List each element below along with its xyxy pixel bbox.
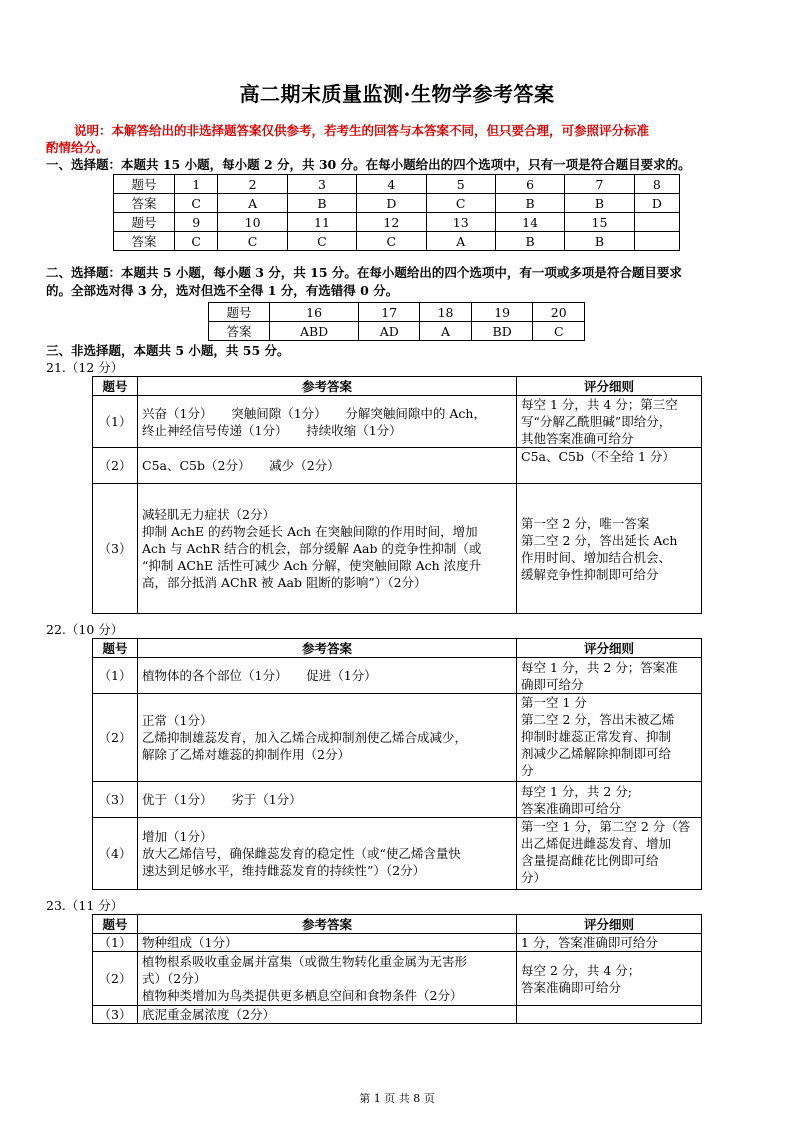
mc-cell: BD — [471, 322, 533, 341]
mc-cell: 18 — [420, 303, 472, 322]
answer-line: 底泥重金属浓度（2分） — [142, 1007, 275, 1022]
q23-heading: 23.（11 分） — [46, 898, 124, 913]
scoring-line: 第二空 2 分，答出延长 Ach — [521, 532, 678, 548]
row-label: 题号 — [114, 175, 175, 194]
mc-cell: 20 — [533, 303, 585, 322]
question-part-number: （3） — [93, 782, 138, 818]
scoring-line: 剂减少乙烯解除抑制即可给 — [521, 746, 672, 761]
mc-cell: 6 — [495, 175, 564, 194]
reference-answer — [138, 484, 517, 614]
col-header-scoring: 评分细则 — [517, 377, 702, 396]
scoring-line: 含量提高雌花比例即可给 — [521, 853, 659, 868]
scoring-rule — [517, 1006, 702, 1024]
scoring-line: 分） — [521, 870, 547, 885]
scoring-line: 第一空 1 分 — [521, 695, 587, 710]
question-part-number: （1） — [93, 396, 138, 448]
reference-answer — [138, 448, 517, 484]
scoring-line: C5a、C5b（不全给 1 分） — [521, 449, 675, 464]
answer-line: 终止神经信号传递（1分） 持续收缩（1分） — [142, 422, 402, 438]
mc-cell: B — [565, 232, 634, 251]
scoring-rule — [517, 396, 702, 448]
section2-heading-line-1: 二、选择题：本题共 5 小题，每小题 3 分，共 15 分。在每小题给出的四个选项中，有一项或多项是符合题目要求 — [46, 265, 682, 280]
mc-table-1 — [113, 174, 680, 251]
mc-cell: 19 — [471, 303, 533, 322]
mc-cell: 7 — [565, 175, 634, 194]
q22-table — [92, 638, 702, 890]
scoring-rule — [517, 952, 702, 1006]
answer-row — [93, 934, 702, 952]
answer-row — [93, 694, 702, 782]
col-header-no: 题号 — [93, 377, 138, 396]
mc-answer-row — [114, 232, 680, 251]
instruction-note — [46, 122, 746, 156]
page-footer: 第 1 页 共 8 页 — [359, 1092, 435, 1105]
mc-cell: D — [357, 194, 426, 213]
mc-cell: 10 — [218, 213, 287, 232]
scoring-line: 第一空 2 分，唯一答案 — [521, 515, 650, 531]
q21-heading: 21.（12 分） — [46, 360, 124, 375]
answer-row — [93, 782, 702, 818]
question-part-number: （1） — [93, 658, 138, 694]
mc-cell: B — [287, 194, 356, 213]
reference-answer — [138, 782, 517, 818]
scoring-line: 每空 1 分，共 4 分；第三空 — [521, 397, 678, 412]
answer-line: 正常（1分） — [142, 713, 213, 728]
answer-line: “抑制 AChE 活性可减少 Ach 分解，使突触间隙 Ach 浓度升 — [142, 558, 482, 573]
col-header-scoring: 评分细则 — [517, 915, 702, 934]
note-line-1: 说明：本解答给出的非选择题答案仅供参考，若考生的回答与本答案不同，但只要合理，可参照评分标准 — [74, 123, 650, 138]
scoring-line: 1 分，答案准确即可给分 — [521, 935, 658, 950]
q21-table — [92, 376, 702, 614]
mc-table-2 — [208, 302, 585, 341]
reference-answer — [138, 658, 517, 694]
mc-cell: 1 — [175, 175, 218, 194]
q23-table — [92, 914, 702, 1024]
reference-answer — [138, 396, 517, 448]
reference-answer — [138, 818, 517, 890]
scoring-rule — [517, 658, 702, 694]
row-label: 题号 — [209, 303, 270, 322]
mc-cell: A — [218, 194, 287, 213]
answer-line: 兴奋（1分） 突触间隙（1分） 分解突触间隙中的 Ach， — [142, 405, 486, 421]
answer-line: 放大乙烯信号，确保雌蕊发育的稳定性（或“使乙烯含量快 — [142, 846, 461, 861]
scoring-line: 第二空 2 分，答出未被乙烯 — [521, 712, 675, 727]
mc-cell: C — [175, 194, 218, 213]
mc-number-row — [114, 175, 680, 194]
answer-line: 解除了乙烯对雄蕊的抑制作用（2分） — [142, 747, 350, 762]
scoring-line: 每空 1 分，共 2 分; — [521, 783, 633, 799]
scoring-line: 每空 2 分，共 4 分； — [521, 962, 641, 978]
scoring-line: 出乙烯促进雌蕊发育、增加 — [521, 836, 672, 851]
mc-cell: 17 — [359, 303, 420, 322]
mc-cell: 11 — [287, 213, 356, 232]
row-label: 答案 — [209, 322, 270, 341]
scoring-line: 分 — [521, 763, 534, 778]
scoring-rule — [517, 934, 702, 952]
col-header-no: 题号 — [93, 639, 138, 658]
scoring-line: 第一空 1 分，第二空 2 分（答 — [521, 819, 691, 834]
col-header-answer: 参考答案 — [138, 915, 517, 934]
answer-row — [93, 396, 702, 448]
section3-heading: 三、非选择题，本题共 5 小题，共 55 分。 — [46, 343, 290, 358]
col-header-no: 题号 — [93, 915, 138, 934]
mc-cell: 3 — [287, 175, 356, 194]
page-title: 高二期末质量监测·生物学参考答案 — [239, 82, 555, 106]
mc-cell — [634, 213, 679, 232]
answer-line: Ach 与 AchR 结合的机会，部分缓解 Aab 的竞争性抑制（或 — [142, 541, 482, 556]
mc-cell: 13 — [426, 213, 495, 232]
answer-line: 优于（1分） 劣于（1分） — [142, 792, 302, 807]
answer-line: 高，部分抵消 AChR 被 Aab 阻断的影响”）（2分） — [142, 575, 427, 590]
mc-cell: D — [634, 194, 679, 213]
answer-line: 抑制 AchE 的药物会延长 Ach 在突触间隙的作用时间，增加 — [142, 524, 478, 539]
question-part-number: （4） — [93, 818, 138, 890]
scoring-line: 答案准确即可给分 — [521, 979, 622, 995]
mc-cell: 14 — [495, 213, 564, 232]
col-header-answer: 参考答案 — [138, 639, 517, 658]
scoring-line: 作用时间、增加结合机会、 — [521, 549, 672, 565]
mc-cell: C — [287, 232, 356, 251]
mc-cell: 9 — [175, 213, 218, 232]
scoring-rule — [517, 694, 702, 782]
mc-cell: 8 — [634, 175, 679, 194]
answer-row — [93, 818, 702, 890]
note-line-2: 酌情给分。 — [46, 140, 109, 155]
mc-cell: C — [426, 194, 495, 213]
reference-answer — [138, 952, 517, 1006]
mc-cell: A — [426, 232, 495, 251]
question-part-number: （3） — [93, 484, 138, 614]
reference-answer — [138, 694, 517, 782]
mc-cell: A — [420, 322, 472, 341]
mc-cell: B — [495, 194, 564, 213]
mc-cell: C — [218, 232, 287, 251]
question-part-number: （2） — [93, 694, 138, 782]
section2-heading — [46, 264, 766, 300]
answer-line: 物种组成（1分） — [142, 935, 238, 950]
mc-cell — [634, 232, 679, 251]
scoring-rule — [517, 448, 702, 484]
mc-cell: 4 — [357, 175, 426, 194]
answer-line: 植物种类增加为鸟类提供更多栖息空间和食物条件（2分） — [142, 988, 463, 1003]
col-header-answer: 参考答案 — [138, 377, 517, 396]
answer-line: 增加（1分） — [142, 829, 213, 844]
mc-answer-row — [114, 194, 680, 213]
col-header-scoring: 评分细则 — [517, 639, 702, 658]
question-part-number: （2） — [93, 952, 138, 1006]
row-label: 题号 — [114, 213, 175, 232]
scoring-rule — [517, 782, 702, 818]
mc-cell: 16 — [270, 303, 359, 322]
answer-row — [93, 952, 702, 1006]
mc-cell: B — [565, 194, 634, 213]
mc-cell: AD — [359, 322, 420, 341]
answer-line: 速达到足够水平，维持雌蕊发育的持续性”）（2分） — [142, 863, 426, 878]
question-part-number: （3） — [93, 1006, 138, 1024]
scoring-line: 每空 1 分，共 2 分；答案准 — [521, 659, 678, 675]
mc-cell: 15 — [565, 213, 634, 232]
question-part-number: （1） — [93, 934, 138, 952]
answer-row — [93, 1006, 702, 1024]
answer-line: 乙烯抑制雄蕊发育，加入乙烯合成抑制剂使乙烯合成减少， — [142, 730, 468, 745]
mc-cell: C — [357, 232, 426, 251]
answer-line: C5a、C5b（2分） 减少（2分） — [142, 458, 340, 473]
scoring-line: 确即可给分 — [521, 676, 584, 692]
scoring-rule — [517, 484, 702, 614]
scoring-line: 答案准确即可给分 — [521, 800, 622, 816]
reference-answer — [138, 934, 517, 952]
question-part-number: （2） — [93, 448, 138, 484]
mc-cell: C — [175, 232, 218, 251]
mc-number-row — [209, 303, 585, 322]
scoring-line: 写“分解乙酰胆碱”即给分， — [521, 414, 672, 429]
mc-answer-row — [209, 322, 585, 341]
mc-cell: B — [495, 232, 564, 251]
reference-answer — [138, 1006, 517, 1024]
answer-row — [93, 448, 702, 484]
mc-cell: C — [533, 322, 585, 341]
row-label: 答案 — [114, 232, 175, 251]
scoring-line: 其他答案准确可给分 — [521, 431, 634, 446]
answer-row — [93, 484, 702, 614]
mc-cell: 2 — [218, 175, 287, 194]
q22-heading: 22.（10 分） — [46, 622, 124, 637]
scoring-line: 缓解竞争性抑制即可给分 — [521, 566, 659, 582]
answer-line: 式）（2分） — [142, 971, 207, 986]
answer-row — [93, 658, 702, 694]
answer-line: 植物根系吸收重金属并富集（或微生物转化重金属为无害形 — [142, 954, 468, 969]
section1-heading: 一、选择题：本题共 15 小题，每小题 2 分，共 30 分。在每小题给出的四个选项中，只有一项是符合题目要求的。 — [46, 157, 691, 172]
mc-cell: 12 — [357, 213, 426, 232]
answer-line: 植物体的各个部位（1分） 促进（1分） — [142, 668, 377, 683]
mc-cell: ABD — [270, 322, 359, 341]
scoring-rule — [517, 818, 702, 890]
row-label: 答案 — [114, 194, 175, 213]
mc-number-row — [114, 213, 680, 232]
answer-line: 减轻肌无力症状（2分） — [142, 507, 275, 522]
section2-heading-line-2: 的。全部选对得 3 分，选对但选不全得 1 分，有选错得 0 分。 — [46, 283, 399, 298]
mc-cell: 5 — [426, 175, 495, 194]
scoring-line: 抑制时雄蕊正常发育、抑制 — [521, 729, 672, 744]
